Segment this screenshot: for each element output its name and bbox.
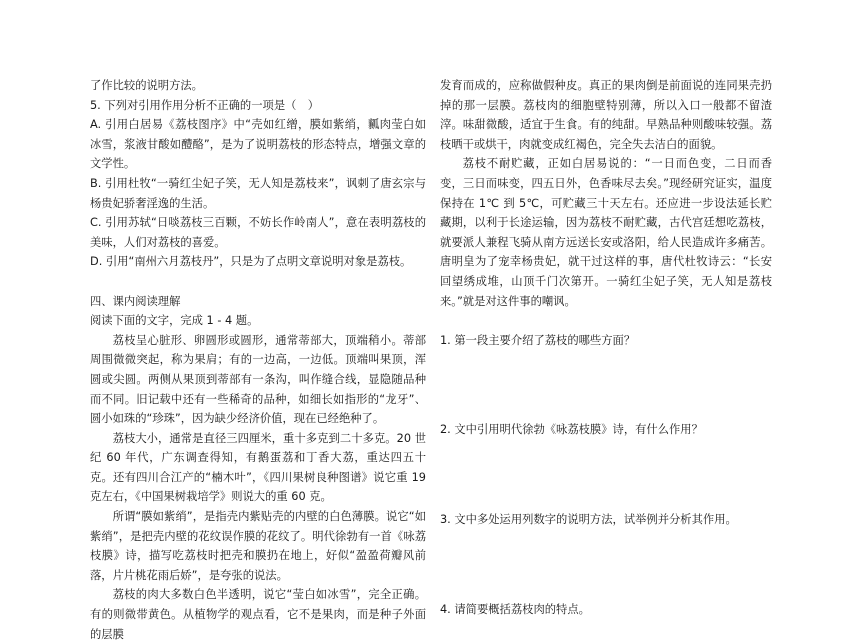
question-2: 2. 文中引用明代徐勃《咏荔枝膜》诗，有什么作用？ xyxy=(440,423,703,437)
passage-paragraph-membrane: 所谓“膜如紫绡”，是指壳内紫贴壳的内壁的白色薄膜。说它“如紫绡”，是把壳内壁的花纹误作膜的花纹了。明代徐勃有一首《咏荔枝膜》诗，描写吃荔枝时把壳和膜扔在地上，好似“盈盈荷瓣风前落，片片桃花雨后娇”，是夸张的说法。 xyxy=(90,510,426,582)
passage-paragraph-size: 荔枝大小，通常是直径三四厘米，重十多克到二十多克。20 世纪 60 年代，广东调查得知，有鹅蛋荔和丁香大荔，重达四五十克。还有四川合江产的“楠木叶”，《四川果树良种图谱》说它重 19 克左右，《中国果树栽培学》则说大的重 60 克。 xyxy=(90,431,426,504)
q5-stem: 5. 下列对引用作用分析不正确的一项是（ ） xyxy=(90,98,320,112)
spacer xyxy=(90,272,426,292)
passage-paragraph-shape: 荔枝呈心脏形、卵圆形或圆形，通常蒂部大，顶端稍小。蒂部周围微微突起，称为果肩；有的一边高，一边低。顶端叫果顶，浑圆或尖圆。两侧从果顶到蒂部有一条沟，叫作缝合线，显隐随品种而不同。旧记载中还有一些稀奇的品种，如细长如指形的“龙牙”、圆小如珠的“珍珠”，因为缺少经济价值，现在已经绝种了。 xyxy=(90,333,426,426)
intro-tail: 了作比较的说明方法。 xyxy=(90,79,203,92)
right-column xyxy=(440,76,772,619)
answer-space xyxy=(440,350,772,420)
q5-option-d: D. 引用“南州六月荔枝丹”，只是为了点明文章说明对象是荔枝。 xyxy=(90,255,412,269)
question-3: 3. 文中多处运用列数字的说明方法，试举例并分析其作用。 xyxy=(440,512,737,526)
q5-option-b: B. 引用杜牧“一骑红尘妃子笑，无人知是荔枝来”，讽刺了唐玄宗与杨贵妃骄奢淫逸的生活。 xyxy=(90,176,426,210)
spacer xyxy=(440,311,772,331)
question-4: 4. 请简要概括荔枝肉的特点。 xyxy=(440,602,590,616)
section-title: 四、课内阅读理解 xyxy=(90,294,181,308)
answer-space xyxy=(440,440,772,510)
question-1: 1. 第一段主要介绍了荔枝的哪些方面？ xyxy=(440,333,636,347)
passage-paragraph-continuation: 发育而成的，应称做假种皮。真正的果肉倒是前面说的连同果壳扔掉的那一层膜。荔枝肉的细胞壁特别薄，所以入口一般都不留渣滓。味甜微酸，适宜于生食。有的纯甜。早熟品种则酸味较强。荔枝晒干或烘干，肉就变成红褐色，完全失去洁白的面貌。 xyxy=(440,79,772,151)
passage-paragraph-flesh: 荔枝的肉大多数白色半透明，说它“莹白如冰雪”，完全正确。有的则微带黄色。从植物学的观点看，它不是果肉，而是种子外面的层膜 xyxy=(90,588,426,641)
q5-option-c: C. 引用苏轼“日啖荔枝三百颗，不妨长作岭南人”，意在表明荔枝的美味，人们对荔枝的喜爱。 xyxy=(90,216,426,249)
q5-option-a: A. 引用白居易《荔枝图序》中“壳如红缯，膜如紫绡，瓤肉莹白如冰雪，浆液甘酸如醴酪”，是为了说明荔枝的形态特点，增强文章的文学性。 xyxy=(90,118,426,171)
answer-space xyxy=(440,530,772,600)
passage-paragraph-storage: 荔枝不耐贮藏，正如白居易说的：“一日而色变，二日而香变，三日而味变，四五日外，色香味尽去矣。”现经研究证实，温度保持在 1℃ 到 5℃，可贮藏三十天左右。还应进一步设法延长贮藏期，以利于长途运输，因为荔枝不耐贮藏，古代宫廷想吃荔枝，就要派人兼程飞骑从南方远送长安或洛阳，给人民造成许多痛苦。唐明皇为了宠幸杨贵妃，就干过这样的事，唐代杜牧诗云：“长安回望绣成堆，山顶千门次第开。一骑红尘妃子笑，无人知是荔枝来。”就是对这件事的嘲讽。 xyxy=(440,157,772,308)
reading-instruction: 阅读下面的文字，完成 1 - 4 题。 xyxy=(90,314,259,328)
left-column xyxy=(90,76,426,644)
